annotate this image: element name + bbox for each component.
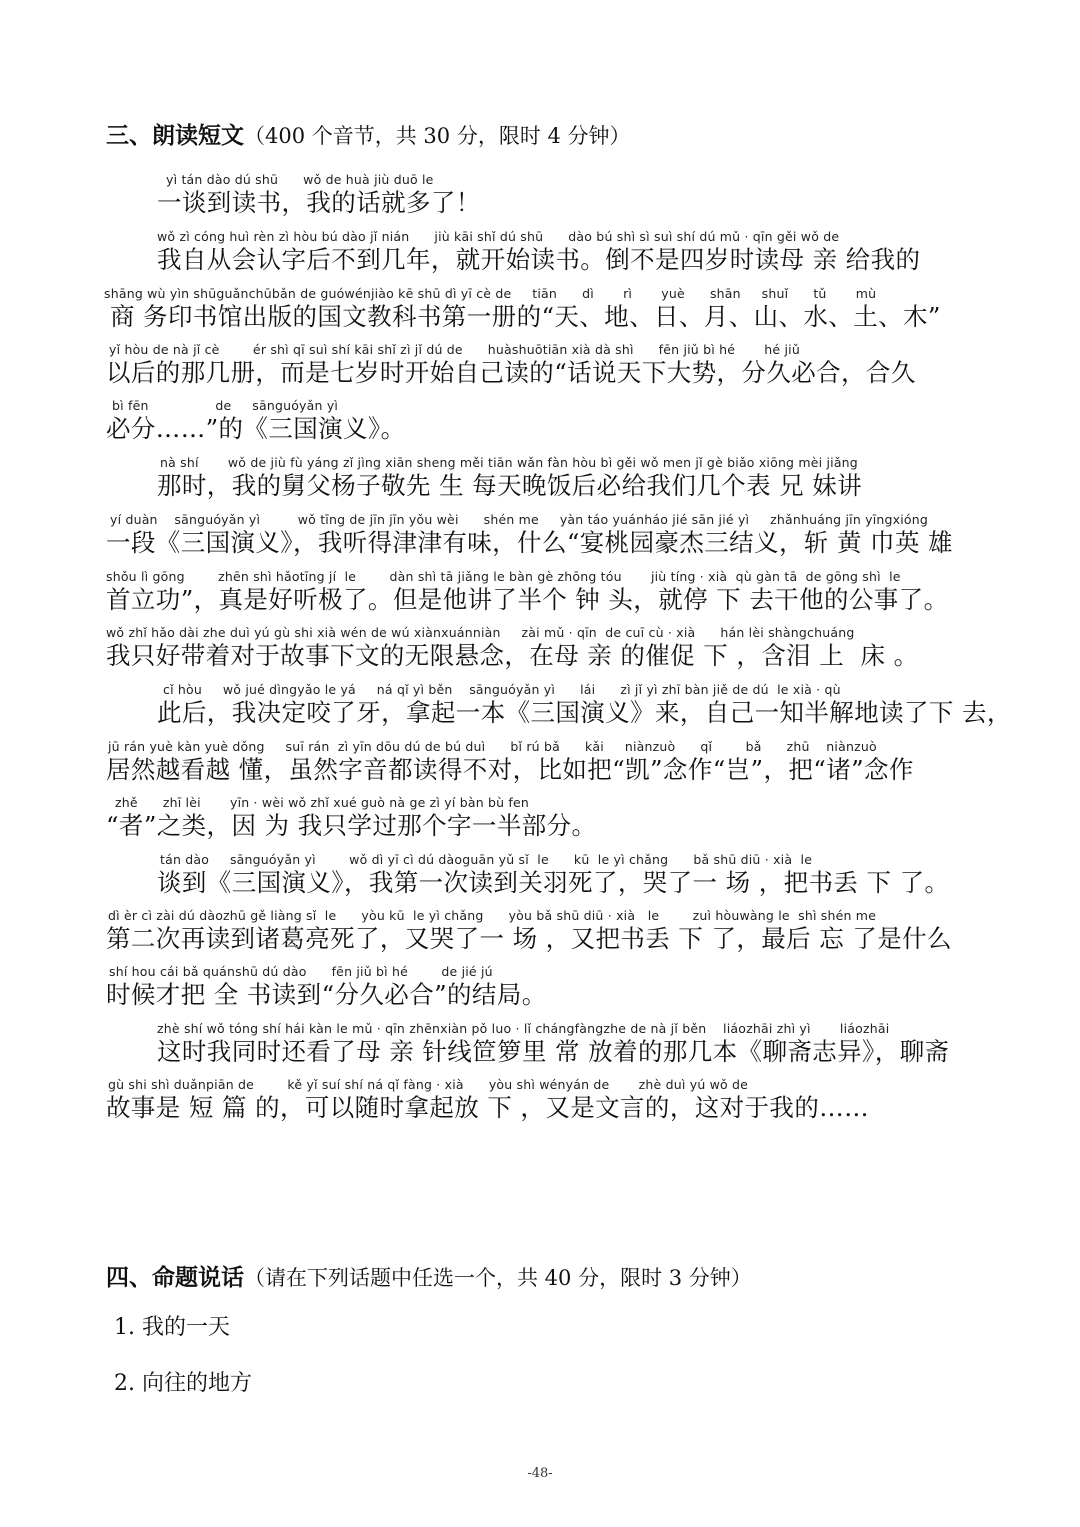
passage-text: 谈到《三国演义》，我第一次读到关羽死了，哭了一 场 ，把书丢 下 了。 bbox=[157, 868, 950, 897]
pinyin-annotation: nà shí wǒ de jiù fù yáng zǐ jìng xiān sheng měi tiān wǎn fàn hòu bì gěi wǒ men jǐ gè biǎo xiōng mèi jiǎng bbox=[160, 455, 858, 470]
section4-heading bbox=[106, 1263, 752, 1293]
pinyin-annotation: wǒ zì cóng huì rèn zì hòu bú dào jǐ nián jiù kāi shǐ dú shū dào bú shì sì suì shí dú mǔ · qīn gěi wǒ de bbox=[157, 229, 840, 244]
passage-line bbox=[106, 739, 914, 785]
passage-line bbox=[106, 795, 596, 841]
pinyin-annotation: yì tán dào dú shū wǒ de huà jiù duō le bbox=[166, 172, 434, 187]
passage-text: “者”之类，因 为 我只学过那个字一半部分。 bbox=[106, 811, 597, 840]
section4-title: 四、命题说话 bbox=[106, 1265, 244, 1291]
passage-text: 第二次再读到诸葛亮死了，又哭了一 场 ，又把书丢 下 了，最后 忘 了是什么 bbox=[106, 924, 952, 953]
pinyin-annotation: yí duàn sānguóyǎn yì wǒ tīng de jīn jīn yǒu wèi shén me yàn táo yuánháo jié sān jié yì zhǎnhuáng jīn yīngxióng bbox=[110, 512, 929, 527]
passage-line bbox=[106, 398, 405, 444]
passage-line bbox=[106, 512, 953, 558]
passage-text: 时候才把 全 书读到“分久必合”的结局。 bbox=[106, 980, 547, 1009]
topic-item: 1. 我的一天 bbox=[114, 1315, 230, 1340]
section4-note: （请在下列话题中任选一个，共 40 分，限时 3 分钟） bbox=[244, 1266, 752, 1290]
passage-line bbox=[106, 964, 547, 1010]
passage-line bbox=[106, 1077, 869, 1123]
passage-text: 一段《三国演义》，我听得津津有味，什么“宴桃园豪杰三结义，斩 黄 巾英 雄 bbox=[106, 528, 953, 557]
pinyin-annotation: tán dào sānguóyǎn yì wǒ dì yī cì dú dàoguān yǔ sǐ le kū le yì chǎng bǎ shū diū · xià le bbox=[160, 852, 813, 867]
passage-text: 以后的那几册，而是七岁时开始自己读的“话说天下大势，分久必合，合久 bbox=[106, 358, 916, 387]
passage-text: 此后，我决定咬了牙，拿起一本《三国演义》来，自己一知半解地读了下 去， bbox=[157, 698, 1012, 727]
passage-line bbox=[106, 908, 952, 954]
section3-heading bbox=[106, 121, 631, 151]
pinyin-annotation: zhè shí wǒ tóng shí hái kàn le mǔ · qīn zhēnxiàn pǒ luo · lǐ chángfàngzhe de nà jǐ běn liáozhāi zhì yì liáozhāi bbox=[157, 1021, 890, 1036]
pinyin-annotation: yǐ hòu de nà jǐ cè ér shì qī suì shí kāi shǐ zì jǐ dú de huàshuōtiān xià dà shì fēn jiǔ bì hé hé jiǔ bbox=[109, 342, 800, 357]
passage-text: 我只好带着对于故事下文的无限悬念，在母 亲 的催促 下 ，含泪 上 床 。 bbox=[106, 641, 919, 670]
pinyin-annotation: cǐ hòu wǒ jué dìngyǎo le yá ná qǐ yì běn sānguóyǎn yì lái zì jǐ yì zhī bàn jiě de dú le xià · qù bbox=[163, 682, 841, 697]
passage-line bbox=[104, 286, 941, 332]
passage-line bbox=[157, 455, 862, 501]
pinyin-annotation: wǒ zhǐ hǎo dài zhe duì yú gù shi xià wén de wú xiànxuánniàn zài mǔ · qīn de cuī cù · xià hán lèi shàngchuáng bbox=[106, 625, 855, 640]
pinyin-annotation: dì èr cì zài dú dàozhū gě liàng sǐ le yòu kū le yì chǎng yòu bǎ shū diū · xià le zuì hòuwàng le shì shén me bbox=[108, 908, 877, 923]
passage-line bbox=[157, 682, 1012, 728]
topic-item: 2. 向往的地方 bbox=[114, 1371, 252, 1396]
pinyin-annotation: jū rán yuè kàn yuè dǒng suī rán zì yīn dōu dú de bú duì bǐ rú bǎ kǎi niànzuò qǐ bǎ zhū niànzuò bbox=[108, 739, 877, 754]
pinyin-annotation: gù shi shì duǎnpiān de kě yǐ suí shí ná qǐ fàng · xià yòu shì wényán de zhè duì yú wǒ de bbox=[108, 1077, 749, 1092]
passage-text: 必分……”的《三国演义》。 bbox=[106, 414, 406, 443]
passage-line bbox=[157, 229, 920, 275]
passage-line bbox=[157, 172, 481, 218]
page-number: -48- bbox=[527, 1466, 553, 1481]
passage-line bbox=[157, 852, 949, 898]
pinyin-annotation: zhě zhī lèi yīn · wèi wǒ zhǐ xué guò nà ge zì yí bàn bù fen bbox=[115, 795, 530, 810]
passage-text: 那时，我的舅父杨子敬先 生 每天晚饭后必给我们几个表 兄 妹讲 bbox=[157, 471, 863, 500]
passage-text: 首立功”，真是好听极了。但是他讲了半个 钟 头，就停 下 去干他的公事了。 bbox=[106, 585, 949, 614]
passage-text: 居然越看越 懂，虽然字音都读得不对，比如把“凯”念作“岂”，把“诸”念作 bbox=[106, 755, 914, 784]
passage-text: 这时我同时还看了母 亲 针线笸箩里 常 放着的那几本《聊斋志异》，聊斋 bbox=[157, 1037, 950, 1066]
passage-text: 我自从会认字后不到几年，就开始读书。倒不是四岁时读母 亲 给我的 bbox=[157, 245, 921, 274]
pinyin-annotation: bì fēn de sānguóyǎn yì bbox=[112, 398, 339, 413]
passage-line bbox=[106, 342, 916, 388]
pinyin-annotation: shāng wù yìn shūguǎnchūbǎn de guówénjiào kē shū dì yī cè de tiān dì rì yuè shān shuǐ tǔ mù bbox=[104, 286, 877, 301]
section3-title: 三、朗读短文 bbox=[106, 123, 244, 149]
passage-text: 一谈到读书，我的话就多了！ bbox=[157, 188, 481, 217]
passage-line bbox=[106, 569, 948, 615]
pinyin-annotation: shí hou cái bǎ quánshū dú dào fēn jiǔ bì hé de jié jú bbox=[109, 964, 493, 979]
passage-text: 商 务印书馆出版的国文教科书第一册的“天、地、日、月、山、水、土、木” bbox=[110, 302, 941, 331]
passage-text: 故事是 短 篇 的，可以随时拿起放 下 ，又是文言的，这对于我的…… bbox=[106, 1093, 870, 1122]
section3-note: （400 个音节，共 30 分，限时 4 分钟） bbox=[244, 124, 631, 148]
passage-line bbox=[106, 625, 919, 671]
passage-line bbox=[157, 1021, 949, 1067]
pinyin-annotation: shǒu lì gōng zhēn shì hǎotīng jí le dàn shì tā jiǎng le bàn gè zhōng tóu jiù tíng · xià qù gàn tā de gōng shì le bbox=[106, 569, 901, 584]
